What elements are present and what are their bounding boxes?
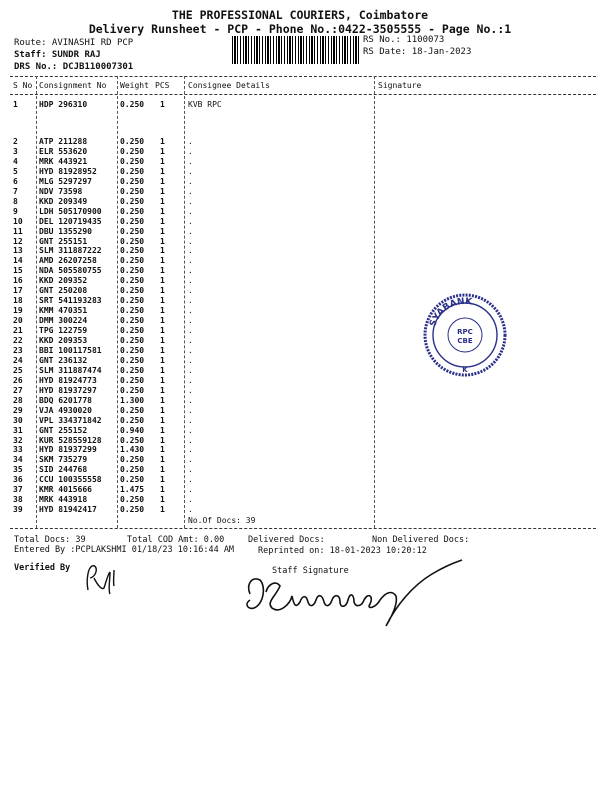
- row-weight: 0.250: [120, 256, 145, 266]
- col-header-consignment: Consignment No: [39, 81, 107, 90]
- row-consignee: .: [188, 336, 193, 345]
- row-consignee: .: [188, 415, 193, 425]
- row-weight: 0.250: [120, 276, 145, 286]
- row-pcs: 1: [160, 365, 165, 375]
- row-consignee: .: [188, 405, 193, 415]
- row-cons: BDQ 6201778: [39, 395, 92, 405]
- row-sno: 37: [13, 485, 23, 495]
- row-sno: 39: [13, 505, 23, 515]
- row-cons: BBI 100117581: [39, 345, 102, 355]
- row-cons: HDP 296310: [39, 100, 88, 109]
- row-cons: KMR 4015666: [39, 485, 92, 495]
- row-sno: 8: [13, 196, 18, 206]
- row-weight: 0.250: [120, 375, 145, 385]
- row-sno: 11: [13, 226, 23, 236]
- row-pcs: 1: [160, 415, 165, 425]
- stamp-mid-text: RPC: [457, 328, 473, 336]
- row-sno: 1: [13, 100, 18, 109]
- row-weight: 0.250: [120, 146, 145, 156]
- row-weight: 0.250: [120, 246, 145, 256]
- col-header-sno: S No: [13, 81, 33, 90]
- row-consignee: .: [188, 146, 193, 156]
- row-consignee: .: [188, 226, 193, 236]
- row-weight: 1.300: [120, 395, 145, 405]
- row-pcs: 1: [160, 345, 165, 355]
- row-cons: SKM 735279: [39, 455, 88, 465]
- row-cons: GNT 255151: [39, 236, 88, 246]
- staff-signature-label: Staff Signature: [272, 566, 349, 576]
- row-weight: 0.250: [120, 296, 145, 306]
- row-consignee: .: [188, 176, 193, 186]
- col-divider: [36, 76, 37, 528]
- row-pcs: 1: [160, 266, 165, 276]
- row-weight: 0.250: [120, 100, 145, 109]
- row-consignee: .: [188, 445, 193, 455]
- col-header-weight: Weight: [120, 81, 149, 90]
- row-sno: 30: [13, 415, 23, 425]
- row-consignee: .: [188, 316, 193, 326]
- row-weight: 0.250: [120, 306, 145, 316]
- drs-label: DRS No.: DCJB110007301: [14, 62, 134, 72]
- row-weight: 0.250: [120, 166, 145, 176]
- row-sno: 27: [13, 385, 23, 395]
- header-bottom-rule: [10, 94, 596, 95]
- verifier-signature-icon: [80, 560, 130, 600]
- row-pcs: 1: [160, 375, 165, 385]
- row-consignee: .: [188, 425, 193, 435]
- stamp-bottom-text: K: [462, 366, 468, 374]
- row-weight: 0.250: [120, 465, 145, 475]
- row-consignee: .: [188, 495, 193, 505]
- row-cons: LDH 505170900: [39, 206, 102, 216]
- row-cons: KKD 209349: [39, 196, 88, 206]
- row-cons: KKD 209352: [39, 276, 88, 286]
- stamp-top-text: SYABANK: [428, 296, 473, 329]
- row-weight: 0.250: [120, 365, 145, 375]
- row-sno: 10: [13, 216, 23, 226]
- row-cons: ATP 211288: [39, 137, 88, 146]
- row-weight: 0.250: [120, 216, 145, 226]
- col-header-pcs: PCS: [155, 81, 170, 90]
- staff-signature-icon: [236, 556, 476, 636]
- row-cons: NDA 505580755: [39, 266, 102, 276]
- col-divider: [184, 76, 185, 528]
- row-pcs: 1: [160, 326, 165, 336]
- row-weight: 0.250: [120, 495, 145, 505]
- row-cons: MRK 443918: [39, 495, 88, 505]
- row-pcs: 1: [160, 316, 165, 326]
- row-consignee: .: [188, 236, 193, 246]
- row-pcs: 1: [160, 146, 165, 156]
- row-consignee: .: [188, 206, 193, 216]
- row-cons: SID 244768: [39, 465, 88, 475]
- bank-stamp-icon: [420, 290, 510, 380]
- row-cons: KKD 209353: [39, 336, 88, 345]
- row-sno: 35: [13, 465, 23, 475]
- col-header-signature: Signature: [378, 81, 422, 90]
- row-pcs: 1: [160, 276, 165, 286]
- row-weight: 1.475: [120, 485, 145, 495]
- entered-by: Entered By :PCPLAKSHMI 01/18/23 10:16:44 AM: [14, 545, 235, 555]
- col-divider: [374, 76, 375, 528]
- rs-date: RS Date: 18-Jan-2023: [363, 47, 472, 57]
- row-pcs: 1: [160, 455, 165, 465]
- row-weight: 0.250: [120, 355, 145, 365]
- col-divider: [117, 76, 118, 528]
- non-delivered-docs: Non Delivered Docs:: [372, 535, 470, 545]
- row-consignee: .: [188, 137, 193, 146]
- row-pcs: 1: [160, 256, 165, 266]
- row-weight: 0.940: [120, 425, 145, 435]
- row-pcs: 1: [160, 216, 165, 226]
- row-weight: 0.250: [120, 455, 145, 465]
- row-consignee: .: [188, 505, 193, 515]
- row-cons: HYD 81928952: [39, 166, 97, 176]
- row-weight: 0.250: [120, 475, 145, 485]
- company-title: THE PROFESSIONAL COURIERS, Coimbatore: [171, 8, 429, 22]
- row-consignee: .: [188, 345, 193, 355]
- row-pcs: 1: [160, 196, 165, 206]
- row-sno: 23: [13, 345, 23, 355]
- row-cons: GNT 255152: [39, 425, 88, 435]
- delivered-docs: Delivered Docs:: [248, 535, 325, 545]
- row-cons: MLG 5297297: [39, 176, 92, 186]
- row-weight: 0.250: [120, 316, 145, 326]
- stamp-city-text: CBE: [457, 337, 473, 345]
- row-consignee: .: [188, 375, 193, 385]
- row-pcs: 1: [160, 100, 165, 109]
- row-weight: 0.250: [120, 186, 145, 196]
- row-sno: 7: [13, 186, 18, 196]
- svg-text:SYABANK: [428, 297, 473, 328]
- header-top-rule: [10, 76, 596, 77]
- row-consignee: .: [188, 256, 193, 266]
- rs-number: RS No.: 1100073: [363, 35, 445, 45]
- staff-label: Staff: SUNDR RAJ: [14, 50, 101, 60]
- table-bottom-rule: [10, 528, 596, 529]
- row-pcs: 1: [160, 425, 165, 435]
- row-consignee: .: [188, 276, 193, 286]
- row-pcs: 1: [160, 465, 165, 475]
- row-sno: 36: [13, 475, 23, 485]
- row-sno: 5: [13, 166, 18, 176]
- row-sno: 2: [13, 137, 18, 146]
- barcode: [232, 36, 360, 64]
- row-sno: 28: [13, 395, 23, 405]
- row-sno: 29: [13, 405, 23, 415]
- row-pcs: 1: [160, 385, 165, 395]
- row-pcs: 1: [160, 186, 165, 196]
- row-cons: TPG 122759: [39, 326, 88, 336]
- row-consignee: .: [188, 355, 193, 365]
- row-consignee: .: [188, 186, 193, 196]
- row-pcs: 1: [160, 166, 165, 176]
- row-weight: 1.430: [120, 445, 145, 455]
- row-consignee: .: [188, 166, 193, 176]
- row-sno: 25: [13, 365, 23, 375]
- total-docs: Total Docs: 39: [14, 535, 86, 545]
- row-sno: 17: [13, 286, 23, 296]
- row-consignee: .: [188, 246, 193, 256]
- row-cons: KUR 528559128: [39, 435, 102, 445]
- row-sno: 31: [13, 425, 23, 435]
- row-weight: 0.250: [120, 326, 145, 336]
- row-pcs: 1: [160, 505, 165, 515]
- row-sno: 16: [13, 276, 23, 286]
- row-cons: DEL 120719435: [39, 216, 102, 226]
- row-sno: 26: [13, 375, 23, 385]
- row-sno: 13: [13, 246, 23, 256]
- row-consignee: .: [188, 286, 193, 296]
- row-consignee: .: [188, 385, 193, 395]
- row-weight: 0.250: [120, 505, 145, 515]
- row-cons: HYD 81924773: [39, 375, 97, 385]
- row-cons: HYD 81937299: [39, 445, 97, 455]
- row-sno: 21: [13, 326, 23, 336]
- row-consignee: .: [188, 455, 193, 465]
- row-weight: 0.250: [120, 137, 145, 146]
- row-weight: 0.250: [120, 236, 145, 246]
- row-weight: 0.250: [120, 286, 145, 296]
- row-sno: 4: [13, 156, 18, 166]
- row-pcs: 1: [160, 405, 165, 415]
- row-cons: CCU 100355558: [39, 475, 102, 485]
- row-sno: 20: [13, 316, 23, 326]
- row-cons: SLM 311887474: [39, 365, 102, 375]
- row-sno: 34: [13, 455, 23, 465]
- row-cons: VPL 334371842: [39, 415, 102, 425]
- row-consignee: .: [188, 216, 193, 226]
- row-cons: HYD 81937297: [39, 385, 97, 395]
- row-sno: 9: [13, 206, 18, 216]
- row-sno: 24: [13, 355, 23, 365]
- row-cons: GNT 236132: [39, 355, 88, 365]
- row-pcs: 1: [160, 435, 165, 445]
- row-consignee: .: [188, 306, 193, 316]
- row-pcs: 1: [160, 137, 165, 146]
- route-label: Route: AVINASHI RD PCP: [14, 38, 134, 48]
- row-pcs: 1: [160, 226, 165, 236]
- row-pcs: 1: [160, 286, 165, 296]
- row-weight: 0.250: [120, 405, 145, 415]
- row-pcs: 1: [160, 475, 165, 485]
- row-pcs: 1: [160, 485, 165, 495]
- row-pcs: 1: [160, 355, 165, 365]
- row-sno: 6: [13, 176, 18, 186]
- row-sno: 18: [13, 296, 23, 306]
- row-pcs: 1: [160, 306, 165, 316]
- row-consignee: .: [188, 296, 193, 306]
- row-sno: 14: [13, 256, 23, 266]
- row-cons: SLM 311887222: [39, 246, 102, 256]
- row-weight: 0.250: [120, 336, 145, 345]
- row-cons: DMM 300224: [39, 316, 88, 326]
- row-sno: 3: [13, 146, 18, 156]
- row-consignee: .: [188, 475, 193, 485]
- row-pcs: 1: [160, 296, 165, 306]
- row-sno: 19: [13, 306, 23, 316]
- total-cod: Total COD Amt: 0.00: [127, 535, 225, 545]
- row-cons: MRK 443921: [39, 156, 88, 166]
- row-cons: SRT 541193283: [39, 296, 102, 306]
- row-sno: 22: [13, 336, 23, 345]
- row-pcs: 1: [160, 206, 165, 216]
- row-weight: 0.250: [120, 415, 145, 425]
- row-pcs: 1: [160, 176, 165, 186]
- row-pcs: 1: [160, 336, 165, 345]
- row-weight: 0.250: [120, 156, 145, 166]
- row-consignee: .: [188, 156, 193, 166]
- row-weight: 0.250: [120, 385, 145, 395]
- row-pcs: 1: [160, 445, 165, 455]
- row-cons: HYD 81942417: [39, 505, 97, 515]
- row-pcs: 1: [160, 156, 165, 166]
- row-weight: 0.250: [120, 176, 145, 186]
- row-consignee: .: [188, 435, 193, 445]
- row-pcs: 1: [160, 236, 165, 246]
- row-sno: 33: [13, 445, 23, 455]
- row-pcs: 1: [160, 495, 165, 505]
- row-pcs: 1: [160, 246, 165, 256]
- col-header-consignee: Consignee Details: [188, 81, 270, 90]
- row-weight: 0.250: [120, 266, 145, 276]
- row-consignee: .: [188, 465, 193, 475]
- row-weight: 0.250: [120, 435, 145, 445]
- verified-by: Verified By: [14, 563, 71, 573]
- row-cons: VJA 4930020: [39, 405, 92, 415]
- row-cons: DBU 1355290: [39, 226, 92, 236]
- row-cons: ELR 553620: [39, 146, 88, 156]
- row-weight: 0.250: [120, 226, 145, 236]
- runsheet-subtitle: Delivery Runsheet - PCP - Phone No.:0422-3505555 - Page No.:1: [88, 22, 512, 36]
- row-consignee: .: [188, 196, 193, 206]
- row-sno: 38: [13, 495, 23, 505]
- row-weight: 0.250: [120, 206, 145, 216]
- row-pcs: 1: [160, 395, 165, 405]
- row-consignee: KVB RPC: [188, 100, 222, 109]
- row-sno: 12: [13, 236, 23, 246]
- row-cons: AMD 26207258: [39, 256, 97, 266]
- reprinted-on: Reprinted on: 18-01-2023 10:20:12: [258, 546, 427, 556]
- row-sno: 32: [13, 435, 23, 445]
- row-cons: NDV 73598: [39, 186, 83, 196]
- row-consignee: .: [188, 266, 193, 276]
- no-of-docs: No.Of Docs: 39: [188, 516, 256, 525]
- row-cons: GNT 250208: [39, 286, 88, 296]
- row-weight: 0.250: [120, 196, 145, 206]
- row-consignee: .: [188, 365, 193, 375]
- row-sno: 15: [13, 266, 23, 276]
- row-consignee: .: [188, 485, 193, 495]
- row-consignee: .: [188, 395, 193, 405]
- row-cons: KMM 470351: [39, 306, 88, 316]
- row-consignee: .: [188, 326, 193, 336]
- row-weight: 0.250: [120, 345, 145, 355]
